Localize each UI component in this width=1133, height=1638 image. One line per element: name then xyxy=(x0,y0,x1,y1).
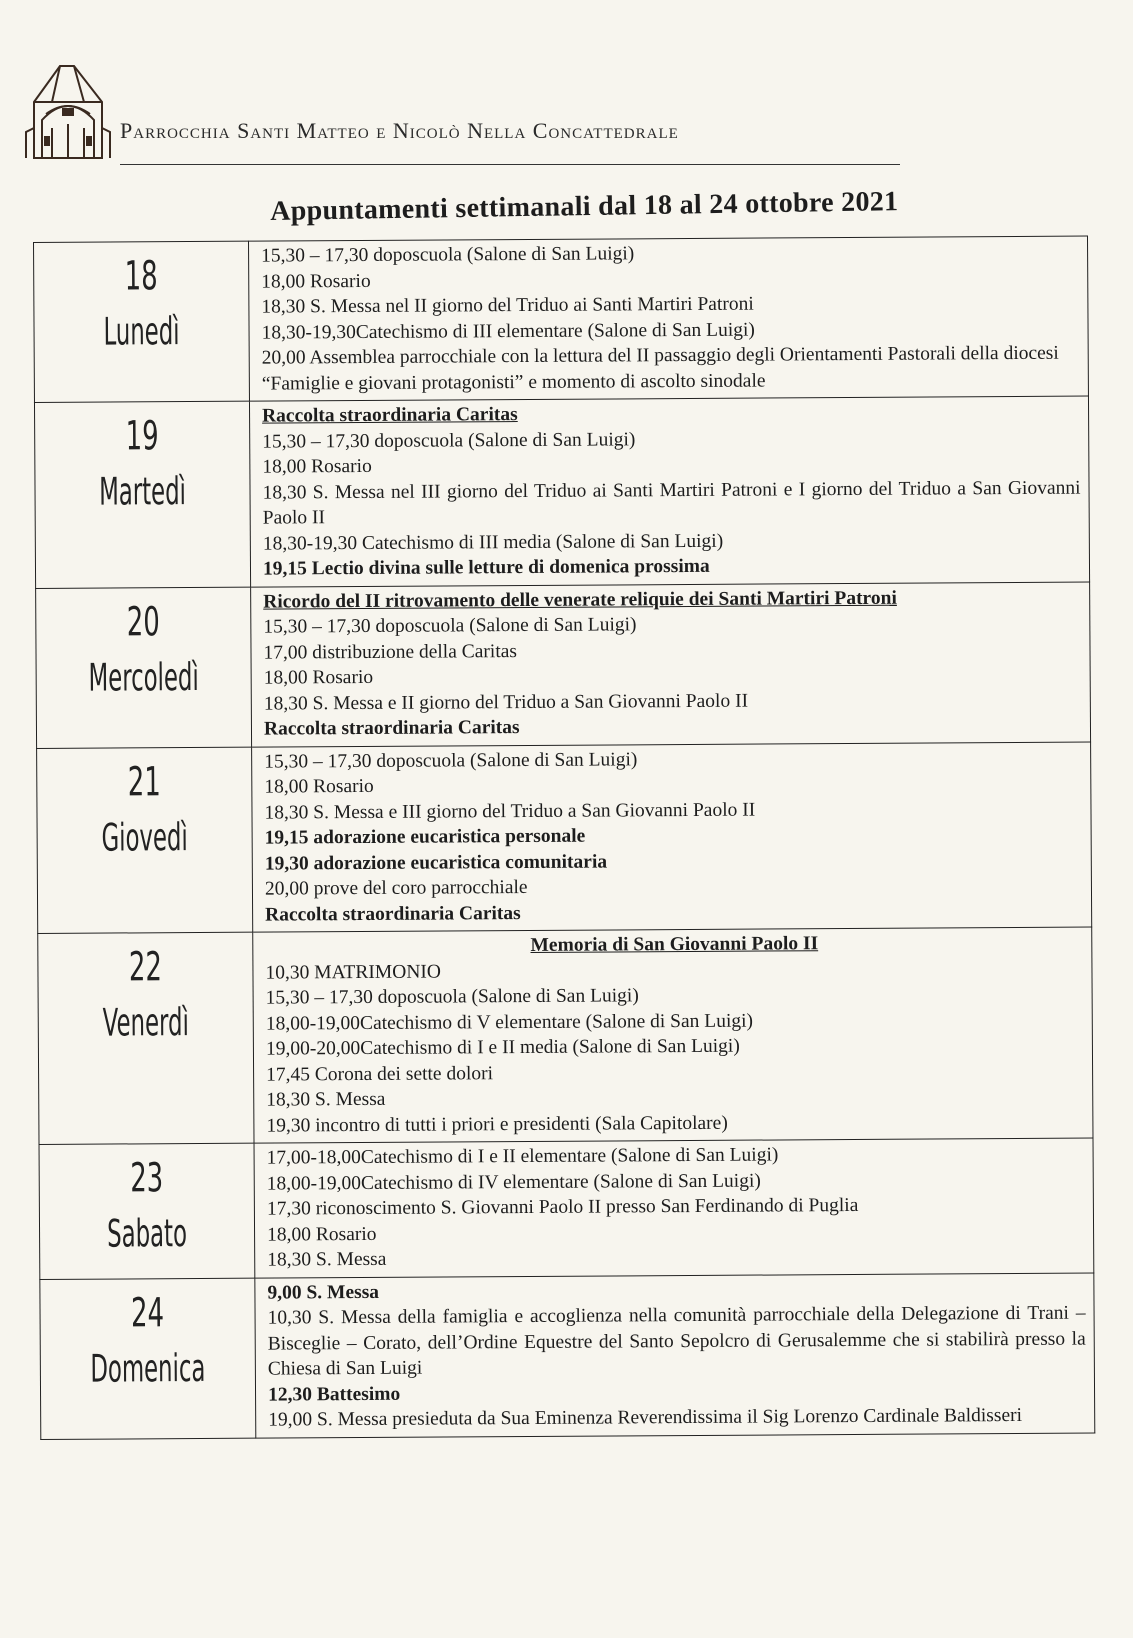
schedule-row xyxy=(34,236,1089,402)
day-number: 22 xyxy=(128,944,163,991)
day-name: Martedì xyxy=(98,469,187,514)
day-number: 19 xyxy=(125,413,159,460)
day-number: 21 xyxy=(127,758,161,805)
day-name: Giovedì xyxy=(101,814,188,860)
event-item: 17,30 riconoscimento S. Giovanni Paolo II presso San Ferdinando di Puglia xyxy=(266,1194,859,1220)
day-number: 18 xyxy=(124,253,158,300)
event-item: 15,30 – 17,30 doposcuola (Salone di San Luigi) xyxy=(263,614,637,638)
event-item: 17,00-18,00Catechismo di I e II elementare (Salone di San Luigi) xyxy=(266,1144,779,1169)
event-item: 17,45 Corona dei sette dolori xyxy=(266,1062,494,1086)
event-item: 19,30 incontro di tutti i priori e presidenti (Sala Capitolare) xyxy=(266,1112,728,1137)
event-item: 18,30-19,30 Catechismo di III media (Salone di San Luigi) xyxy=(262,530,724,555)
day-name: Venerdì xyxy=(102,1000,189,1045)
event-item: 18,00 Rosario xyxy=(267,1223,377,1246)
schedule-row xyxy=(36,582,1091,748)
event-item: 18,00 Rosario xyxy=(261,270,371,293)
events-cell xyxy=(251,582,1091,747)
event-item: Memoria di San Giovanni Paolo II xyxy=(530,933,819,956)
event-item: 18,30-19,30Catechismo di III elementare (Salone di San Luigi) xyxy=(261,319,755,344)
event-item: 18,30 S. Messa e III giorno del Triduo a San Giovanni Paolo II xyxy=(264,799,756,824)
event-item: 10,30 MATRIMONIO xyxy=(265,961,442,984)
event-item: 15,30 – 17,30 doposcuola (Salone di San Luigi) xyxy=(264,748,638,773)
event-item: 18,00-19,00Catechismo di V elementare (Salone di San Luigi) xyxy=(265,1010,754,1035)
event-item: 18,30 S. Messa nel III giorno del Triduo ai Santi Martiri Patroni e I giorno del Triduo a San Giovanni Paolo II xyxy=(262,477,1081,529)
event-item: 20,00 Assemblea parrocchiale con la lettura del II passaggio degli Orientamenti Pastorali della diocesi “Famiglie e giovani protagonisti” e momento di ascolto sinodale xyxy=(261,342,1059,395)
schedule-row xyxy=(39,1138,1094,1279)
schedule-row xyxy=(37,742,1092,934)
events-cell xyxy=(253,927,1093,1143)
day-cell xyxy=(40,1278,256,1439)
day-cell xyxy=(37,747,253,934)
event-item: 19,30 adorazione eucaristica comunitaria xyxy=(264,851,608,875)
church-logo-icon xyxy=(22,62,112,162)
event-item: 18,00 Rosario xyxy=(264,775,374,798)
event-item: Raccolta straordinaria Caritas xyxy=(263,717,520,740)
parish-name: Parrocchia Santi Matteo e Nicolò Nella Concattedrale xyxy=(120,118,679,143)
event-item: Raccolta straordinaria Caritas xyxy=(265,902,521,926)
event-item: 18,00-19,00Catechismo di IV elementare (Salone di San Luigi) xyxy=(266,1170,761,1195)
day-cell xyxy=(34,401,250,588)
event-item: 18,30 S. Messa nel II giorno del Triduo ai Santi Martiri Patroni xyxy=(261,293,754,318)
events-cell xyxy=(252,742,1092,933)
event-item: 18,30 S. Messa e II giorno del Triduo a San Giovanni Paolo II xyxy=(263,690,749,715)
schedule-row xyxy=(34,396,1089,588)
day-cell xyxy=(36,587,252,748)
events-cell xyxy=(249,396,1089,587)
document-header xyxy=(22,62,902,172)
day-number: 20 xyxy=(126,598,160,645)
event-item: 20,00 prove del coro parrocchiale xyxy=(264,876,528,900)
page-title: Appuntamenti settimanali dal 18 al 24 ottobre 2021 xyxy=(270,186,899,227)
event-item: 18,30 S. Messa xyxy=(267,1248,387,1271)
day-name: Domenica xyxy=(90,1345,206,1391)
event-item: 17,00 distribuzione della Caritas xyxy=(263,640,518,664)
day-name: Lunedì xyxy=(103,309,180,354)
day-number: 23 xyxy=(130,1155,164,1202)
schedule-row xyxy=(38,927,1093,1144)
day-cell xyxy=(34,241,250,402)
day-cell xyxy=(38,932,254,1144)
event-item: 18,30 S. Messa xyxy=(266,1088,386,1111)
weekly-schedule-table xyxy=(33,236,1095,1440)
event-item: Raccolta straordinaria Caritas xyxy=(262,404,518,427)
event-item: 19,15 adorazione eucaristica personale xyxy=(264,825,586,849)
event-item: 19,00-20,00Catechismo di I e II media (Salone di San Luigi) xyxy=(265,1035,740,1060)
schedule-row xyxy=(40,1273,1095,1439)
header-divider xyxy=(120,164,900,165)
event-item: 18,00 Rosario xyxy=(263,666,374,689)
day-number: 24 xyxy=(130,1289,165,1336)
event-item: 18,00 Rosario xyxy=(262,455,372,478)
event-item: 15,30 – 17,30 doposcuola (Salone di San Luigi) xyxy=(261,243,635,267)
event-item: Ricordo del II ritrovamento delle venerate reliquie dei Santi Martiri Patroni xyxy=(263,587,897,613)
event-item: 19,00 S. Messa presieduta da Sua Eminenza Reverendissima il Sig Lorenzo Cardinale Baldisseri xyxy=(268,1404,1023,1431)
day-name: Mercoledì xyxy=(88,654,199,700)
day-cell xyxy=(39,1143,255,1279)
event-item: 10,30 S. Messa della famiglia e accoglienza nella comunità parrocchiale della Delegazione di Trani – Bisceglie – Corato, dell’Ordine Equestre del Santo Sepolcro di Gerusalemme che si stabilirà presso la Chiesa di San Luigi xyxy=(267,1302,1086,1380)
event-item: 12,30 Battesimo xyxy=(267,1383,401,1406)
events-cell xyxy=(254,1138,1094,1278)
event-item: 19,15 Lectio divina sulle letture di domenica prossima xyxy=(262,555,710,580)
event-item: 15,30 – 17,30 doposcuola (Salone di San Luigi) xyxy=(262,428,636,453)
events-cell xyxy=(255,1273,1095,1438)
day-name: Sabato xyxy=(107,1211,188,1256)
event-item: 15,30 – 17,30 doposcuola (Salone di San Luigi) xyxy=(265,985,639,1009)
event-item: 9,00 S. Messa xyxy=(267,1281,380,1304)
events-cell xyxy=(248,236,1088,401)
